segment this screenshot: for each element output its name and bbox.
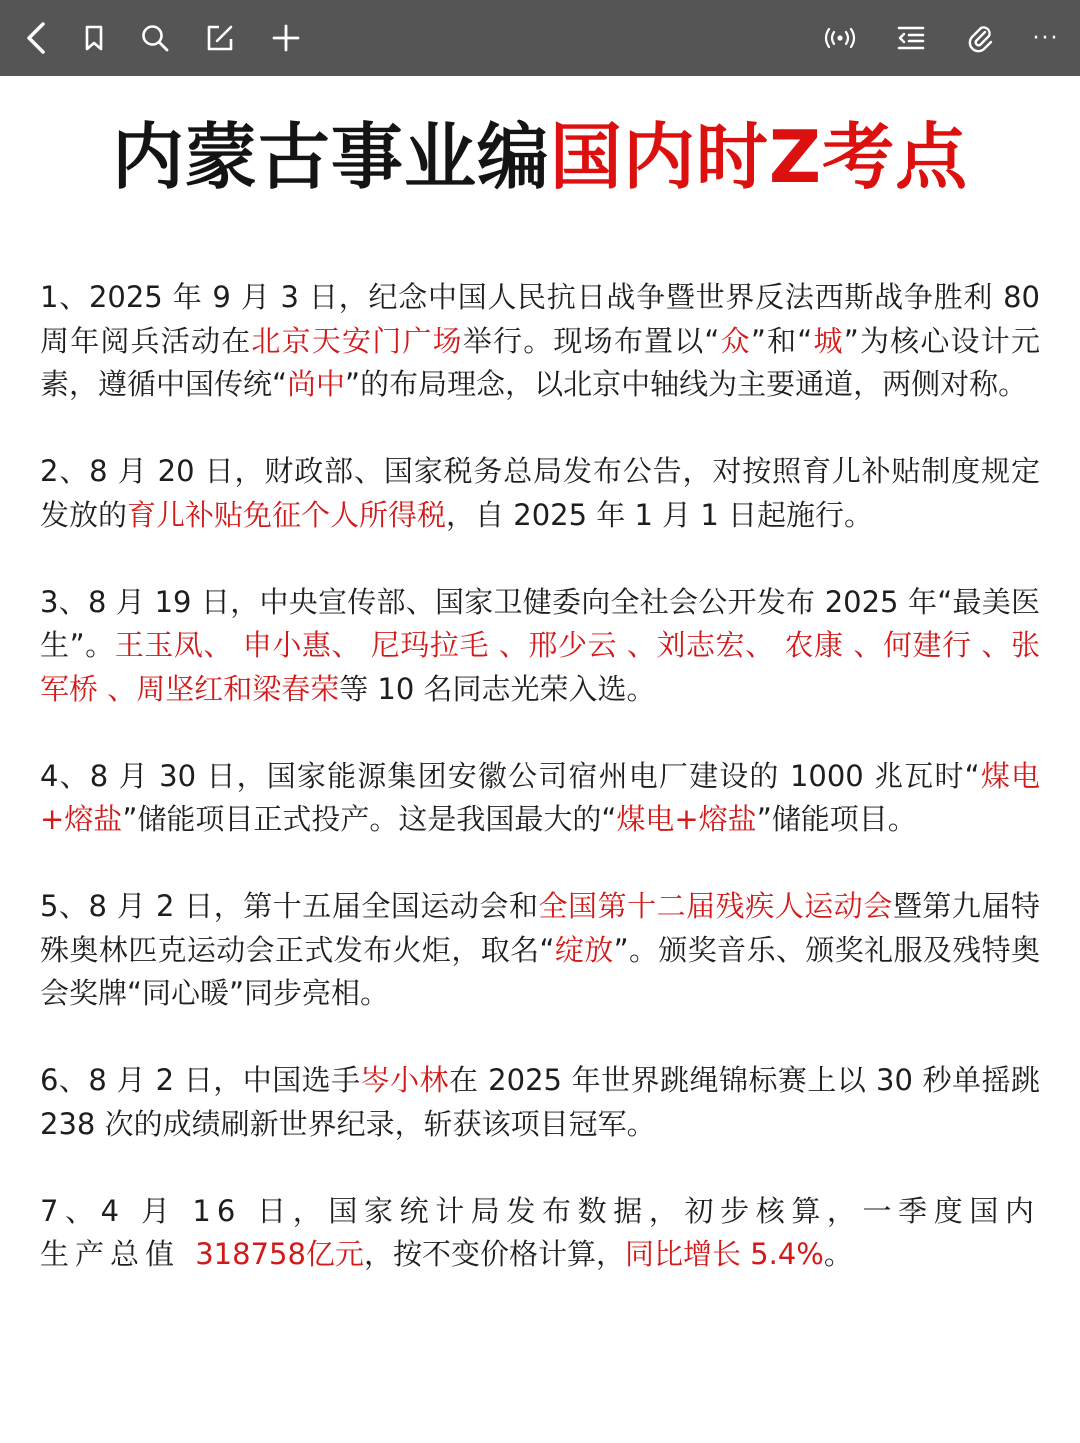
item-highlight: 城	[812, 323, 844, 358]
item-text: 2、8 月 20 日，财政部、国家税务总局发布公告，对按照育儿补贴制度规定发放的	[40, 454, 1040, 532]
outline-icon[interactable]	[891, 18, 931, 58]
item-text: 在 2025 年世界跳绳锦标赛上以 30 秒单摇跳 238 次的成绩刷新世界纪录，斩获该项目冠军。	[40, 1063, 1040, 1141]
search-icon[interactable]	[135, 18, 175, 58]
top-toolbar	[0, 0, 1080, 76]
item-highlight: 绽放	[554, 932, 614, 967]
item-text: ，按不变价格计算，	[363, 1237, 625, 1271]
item-highlight: 北京天安门广场	[251, 323, 463, 358]
item-highlight: 育儿补贴免征个人所得税	[127, 497, 447, 532]
item-highlight: 王玉凤、 申小惠、 尼玛拉毛 、邢少云 、刘志宏、 农康 、何建行 、张军桥 、周坚红和梁春荣	[40, 628, 1040, 706]
broadcast-icon[interactable]	[820, 18, 860, 58]
item-highlight: 全国第十二届残疾人运动会	[538, 889, 893, 923]
item-highlight: 尚中	[287, 367, 346, 401]
more-label: ···	[1032, 25, 1060, 51]
title-part-red: 国内时Z考点	[549, 115, 969, 199]
item-text: ”和“	[750, 323, 813, 358]
item-text: 6、8 月 2 日，中国选手	[40, 1063, 361, 1097]
news-item-6	[40, 1059, 1040, 1146]
item-text: 4、8 月 30 日，国家能源集团安徽公司宿州电厂建设的 1000 兆瓦时“	[40, 758, 980, 793]
news-list	[40, 276, 1040, 1320]
bookmark-icon[interactable]	[74, 18, 114, 58]
news-item-4	[40, 755, 1040, 842]
item-text: 。	[823, 1237, 853, 1271]
item-text: ”储能项目。	[756, 802, 917, 836]
attachment-icon[interactable]	[960, 18, 1000, 58]
item-text: ，自 2025 年 1 月 1 日起施行。	[446, 497, 874, 532]
item-text: ”的布局理念，以北京中轴线为主要通道，两侧对称。	[345, 367, 1028, 401]
item-highlight: 318758亿元	[195, 1237, 364, 1271]
item-text: ”。颁奖音乐、颁奖礼服及残特奥会奖牌“同心暖”同步亮相。	[40, 932, 1040, 1010]
more-icon[interactable]	[1025, 18, 1067, 58]
edit-icon[interactable]	[200, 18, 240, 58]
item-text: 3、8 月 19 日，中央宣传部、国家卫健委向全社会公开发布 2025 年“最美医生”。	[40, 584, 1040, 662]
news-item-3	[40, 581, 1040, 712]
item-highlight: 众	[719, 323, 751, 358]
item-highlight: 岑小林	[360, 1063, 450, 1097]
add-icon[interactable]	[266, 18, 306, 58]
item-text: 7、4 月 16 日，国家统计局发布数据，初步核算，一季度国内生产总值	[40, 1193, 1040, 1271]
item-text: ”储能项目正式投产。这是我国最大的“	[122, 802, 617, 836]
item-highlight: 同比增长 5.4%	[624, 1237, 824, 1271]
news-item-2	[40, 450, 1040, 537]
news-item-5	[40, 885, 1040, 1016]
item-highlight: 煤电+熔盐	[616, 802, 757, 836]
item-text: 等 10 名同志光荣入选。	[339, 671, 656, 706]
item-text: 暨第九届特殊奥林匹克运动会正式发布火炬，取名“	[40, 889, 1040, 967]
item-highlight: 煤电+熔盐	[40, 758, 1040, 836]
news-item-1	[40, 276, 1040, 407]
item-text: 5、8 月 2 日，第十五届全国运动会和	[40, 889, 539, 923]
item-text: 举行。现场布置以“	[462, 323, 720, 358]
news-item-7	[40, 1190, 1040, 1277]
page-title	[0, 112, 1080, 202]
item-text: ”为核心设计元素，遵循中国传统“	[40, 323, 1040, 401]
back-icon[interactable]	[16, 18, 56, 58]
title-part-black: 内蒙古事业编	[111, 115, 550, 199]
item-text: 1、2025 年 9 月 3 日，纪念中国人民抗日战争暨世界反法西斯战争胜利 80 周年阅兵活动在	[40, 280, 1040, 358]
